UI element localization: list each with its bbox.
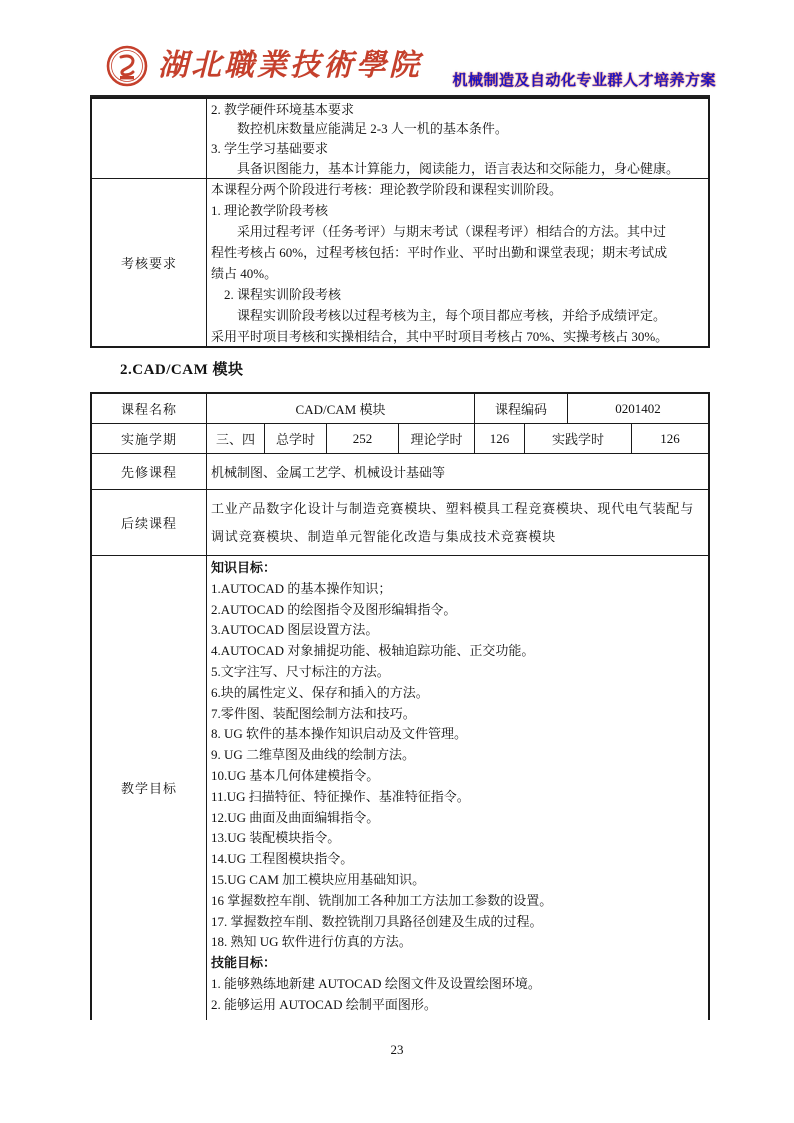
text-line: 技能目标：: [211, 955, 277, 971]
text-line: 10.UG 基本几何体建模指令。: [211, 767, 380, 783]
school-name: 湖北職業技術學院: [158, 49, 422, 82]
text-line: 5.文字注写、尺寸标注的方法。: [211, 663, 390, 679]
text-line: 数控机床数量应能满足 2-3 人一机的基本条件。: [211, 121, 508, 137]
practice-hours-value: 126: [631, 424, 708, 453]
text-line: 2.AUTOCAD 的绘图指令及图形编辑指令。: [211, 601, 457, 617]
text-line: 程性考核占 60%，过程考核包括：平时作业、平时出勤和课堂表现；期末考试成: [211, 245, 668, 260]
theory-hours-label: 理论学时: [398, 424, 474, 453]
document-title: 机械制造及自动化专业群人才培养方案: [452, 72, 716, 89]
text-line: 采用平时项目考核和实操相结合，其中平时项目考核占 70%、实操考核占 30%。: [211, 329, 669, 344]
text-line: 绩占 40%。: [211, 266, 278, 281]
term-value: 三、四: [206, 424, 264, 453]
assessment-requirements-text: [206, 179, 708, 346]
text-line: 7.零件图、装配图绘制方法和技巧。: [211, 705, 416, 721]
objectives-row: [92, 555, 708, 1020]
assessment-requirements-label: 考核要求: [120, 256, 177, 271]
text-line: 8. UG 软件的基本操作知识启动及文件管理。: [211, 726, 468, 742]
text-line: 调试竞赛模块、制造单元智能化改造与集成技术竞赛模块: [211, 529, 557, 544]
follow-up-value: [206, 490, 708, 555]
follow-up-row: [92, 489, 708, 555]
hardware-requirements-text: [206, 99, 708, 178]
text-line: 2. 能够运用 AUTOCAD 绘制平面图形。: [211, 996, 437, 1012]
table-row: [92, 99, 708, 178]
text-line: 9. UG 二维草图及曲线的绘制方法。: [211, 747, 416, 763]
course-hours-row: [92, 423, 708, 453]
course-name-value: CAD/CAM 模块: [206, 394, 474, 423]
course-name-label: 课程名称: [120, 402, 177, 417]
text-line: 2. 教学硬件环境基本要求: [211, 101, 355, 117]
text-line: 18. 熟知 UG 软件进行仿真的方法。: [211, 934, 412, 950]
course-name-row: [92, 394, 708, 423]
prerequisite-row: [92, 453, 708, 489]
text-line: 11.UG 扫描特征、特征操作、基准特征指令。: [211, 788, 470, 804]
text-line: 14.UG 工程图模块指令。: [211, 851, 354, 867]
course-table: [90, 392, 710, 1020]
text-line: 17. 掌握数控车削、数控铣削刀具路径创建及生成的过程。: [211, 913, 543, 929]
school-seal-icon: [106, 45, 148, 87]
total-hours-label: 总学时: [264, 424, 326, 453]
page-header: [90, 45, 716, 97]
text-line: 16 掌握数控车削、铣削加工各种加工方法加工参数的设置。: [211, 892, 553, 908]
page-number: 23: [390, 1042, 404, 1057]
text-line: 知识目标：: [211, 560, 277, 575]
text-line: 采用过程考评（任务考评）与期末考试（课程考评）相结合的方法。其中过: [211, 224, 667, 239]
label-cell-empty: [92, 99, 206, 178]
text-line: 1. 理论教学阶段考核: [211, 203, 329, 218]
text-line: 课程实训阶段考核以过程考核为主，每个项目都应考核，并给予成绩评定。: [211, 308, 667, 323]
table-row: [92, 178, 708, 346]
text-line: 3. 学生学习基础要求: [211, 141, 329, 157]
text-line: 4.AUTOCAD 对象捕捉功能、极轴追踪功能、正交功能。: [211, 643, 535, 659]
text-line: 2. 课程实训阶段考核: [211, 287, 342, 302]
text-line: 具备识图能力，基本计算能力，阅读能力，语言表达和交际能力，身心健康。: [211, 160, 680, 176]
school-logo: [106, 45, 422, 87]
course-code-label: 课程编码: [474, 394, 567, 423]
text-line: 15.UG CAM 加工模块应用基础知识。: [211, 871, 426, 887]
section-heading: 2.CAD/CAM 模块: [120, 362, 244, 378]
objectives-text: [206, 556, 708, 1020]
practice-hours-label: 实践学时: [524, 424, 631, 453]
total-hours-value: 252: [326, 424, 398, 453]
requirements-table: [90, 97, 710, 348]
page-content: [90, 45, 716, 1020]
course-code-value: 0201402: [567, 394, 708, 423]
text-line: 6.块的属性定义、保存和插入的方法。: [211, 684, 429, 700]
text-line: 1.AUTOCAD 的基本操作知识；: [211, 580, 392, 596]
term-label: 实施学期: [120, 432, 177, 447]
text-line: 1. 能够熟练地新建 AUTOCAD 绘图文件及设置绘图环境。: [211, 975, 541, 991]
prerequisite-label: 先修课程: [120, 465, 177, 480]
text-line: 3.AUTOCAD 图层设置方法。: [211, 622, 379, 638]
text-line: 13.UG 装配模块指令。: [211, 830, 341, 846]
text-line: 工业产品数字化设计与制造竞赛模块、塑料模具工程竞赛模块、现代电气装配与: [211, 501, 695, 516]
follow-up-label: 后续课程: [120, 516, 177, 531]
text-line: 本课程分两个阶段进行考核：理论教学阶段和课程实训阶段。: [211, 182, 563, 197]
text-line: 12.UG 曲面及曲面编辑指令。: [211, 809, 380, 825]
prerequisite-value: 机械制图、金属工艺学、机械设计基础等: [206, 454, 708, 489]
objectives-label: 教学目标: [120, 781, 177, 797]
theory-hours-value: 126: [474, 424, 524, 453]
